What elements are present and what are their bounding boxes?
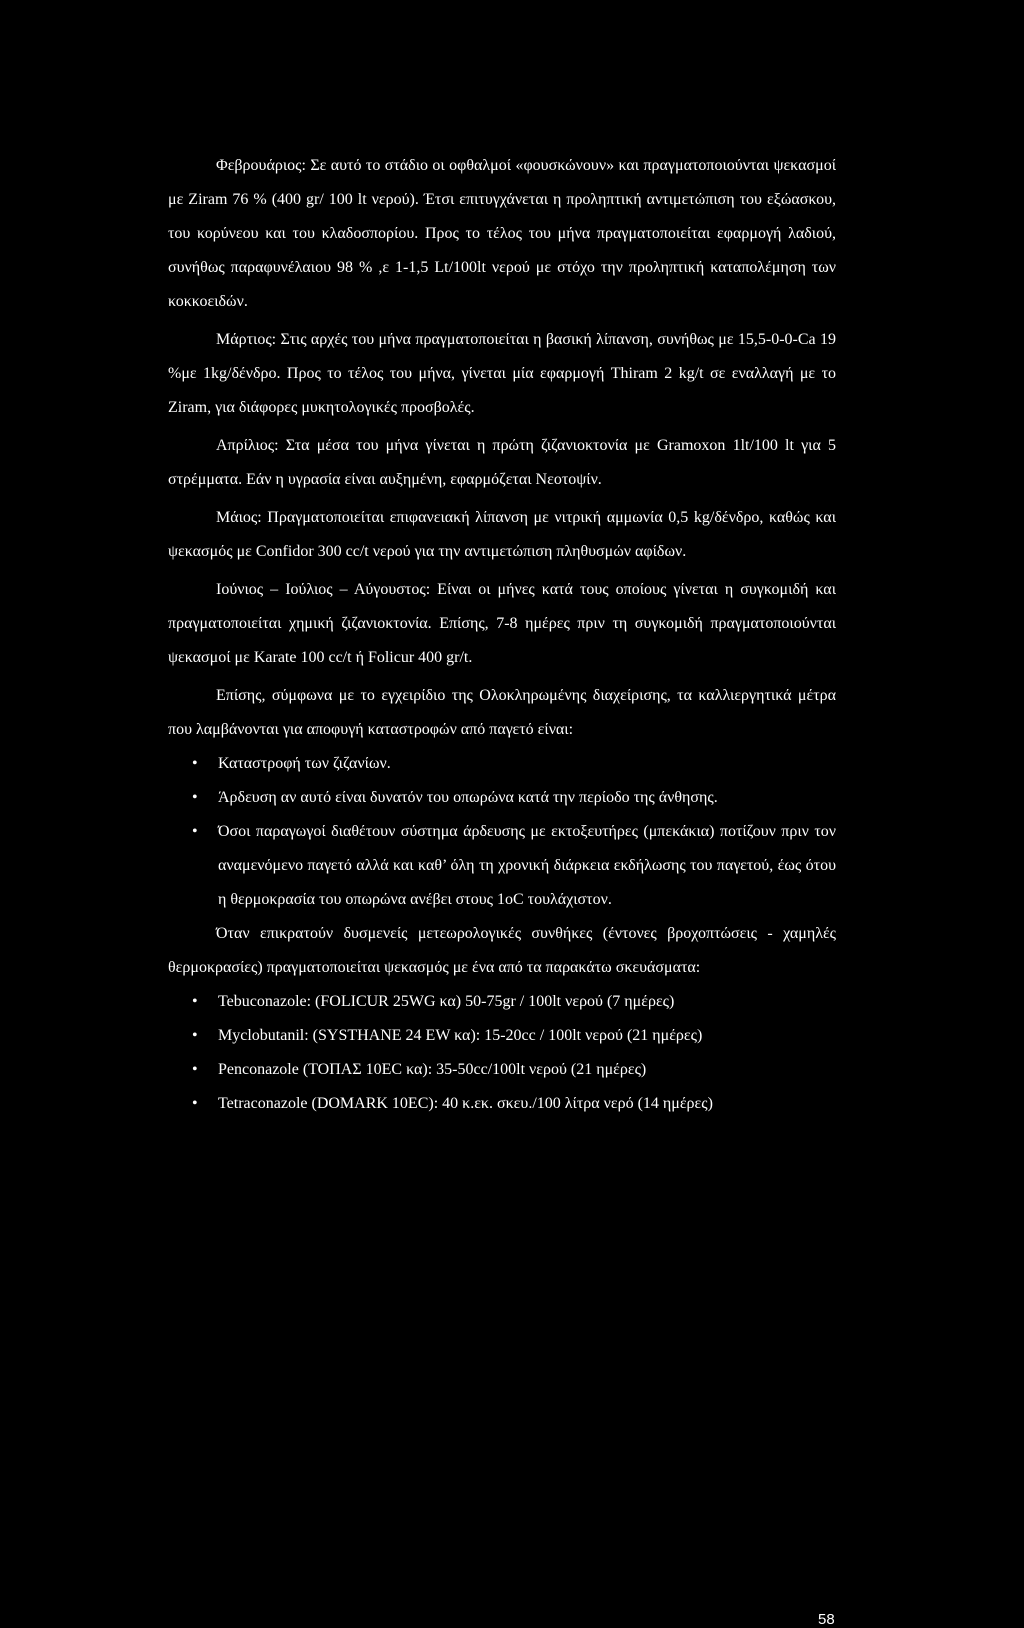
page-number: 58 bbox=[818, 1611, 835, 1628]
paragraph-summer: Ιούνιος – Ιούλιος – Αύγουστος: Είναι οι μήνες κατά τους οποίους γίνεται η συγκομιδή και πραγματοποιείται χημική ζιζανιοκτονία. Επίσης, 7-8 ημέρες πριν τη συγκομιδή πραγματοποιούνται ψεκασμοί με Karate 100 cc/t ή Folicur 400 gr/t. bbox=[168, 581, 836, 666]
preparations-list bbox=[168, 985, 836, 1121]
list-item bbox=[168, 1019, 836, 1053]
list-item bbox=[168, 815, 836, 917]
bullet-icon: • bbox=[192, 1095, 198, 1112]
bullet-icon: • bbox=[192, 993, 198, 1010]
list-item bbox=[168, 747, 836, 781]
bullet-icon: • bbox=[192, 823, 198, 840]
paragraph-may: Μάιος: Πραγματοποιείται επιφανειακή λίπανση με νιτρική αμμωνία 0,5 kg/δένδρο, καθώς και ψεκασμός με Confidor 300 cc/t νερού για την αντιμετώπιση πληθυσμών αφίδων. bbox=[168, 509, 836, 560]
list-item bbox=[168, 1053, 836, 1087]
list-item-text: Penconazole (ΤΟΠΑΣ 10EC κα): 35-50cc/100lt νερού (21 ημέρες) bbox=[218, 1061, 647, 1078]
paragraph-march: Μάρτιος: Στις αρχές του μήνα πραγματοποιείται η βασική λίπανση, συνήθως με 15,5-0-0-Ca 19 %με 1kg/δένδρο. Προς το τέλος του μήνα, γίνεται μία εφαρμογή Thiram 2 kg/t σε εναλλαγή με το Ziram, για διάφορες μυκητολογικές προσβολές. bbox=[168, 331, 836, 416]
list-item bbox=[168, 985, 836, 1019]
frost-measures-list bbox=[168, 747, 836, 917]
list-item-text: Άρδευση αν αυτό είναι δυνατόν του οπωρώνα κατά την περίοδο της άνθησης. bbox=[218, 789, 718, 806]
document-body bbox=[168, 149, 836, 1121]
list-item-text: Tetraconazole (DOMARK 10EC): 40 κ.εκ. σκευ./100 λίτρα νερό (14 ημέρες) bbox=[218, 1095, 713, 1112]
paragraph-weather: Όταν επικρατούν δυσμενείς μετεωρολογικές συνθήκες (έντονες βροχοπτώσεις - χαμηλές θερμοκρασίες) πραγματοποιείται ψεκασμός με ένα από τα παρακάτω σκευάσματα: bbox=[168, 925, 836, 976]
list-item bbox=[168, 1087, 836, 1121]
list-item bbox=[168, 781, 836, 815]
list-item-text: Όσοι παραγωγοί διαθέτουν σύστημα άρδευσης με εκτοξευτήρες (μπεκάκια) ποτίζουν πριν τον αναμενόμενο παγετό αλλά και καθ’ όλη τη χρονική διάρκεια εκδήλωσης του παγετού, έως ότου η θερμοκρασία του οπωρώνα ανέβει στους 1oC τουλάχιστον. bbox=[218, 823, 836, 908]
list-item-text: Καταστροφή των ζιζανίων. bbox=[218, 755, 391, 772]
paragraph-april: Απρίλιος: Στα μέσα του μήνα γίνεται η πρώτη ζιζανιοκτονία με Gramoxon 1lt/100 lt για 5 στρέμματα. Εάν η υγρασία είναι αυξημένη, εφαρμόζεται Νεοτοψίν. bbox=[168, 437, 836, 488]
paragraph-february: Φεβρουάριος: Σε αυτό το στάδιο οι οφθαλμοί «φουσκώνουν» και πραγματοποιούνται ψεκασμοί με Ziram 76 % (400 gr/ 100 lt νερού). Έτσι επιτυγχάνεται η προληπτική αντιμετώπιση του εξώασκου, του κορύνεου και του κλαδοσπορίου. Προς το τέλος του μήνα πραγματοποιείται εφαρμογή λαδιού, συνήθως παραφυνέλαιου 98 % ,ε 1-1,5 Lt/100lt νερού με στόχο την προληπτική καταπολέμηση των κοκκοειδών. bbox=[168, 157, 836, 310]
list-item-text: Myclobutanil: (SYSTHANE 24 EW κα): 15-20cc / 100lt νερού (21 ημέρες) bbox=[218, 1027, 703, 1044]
bullet-icon: • bbox=[192, 789, 198, 806]
bullet-icon: • bbox=[192, 1061, 198, 1078]
bullet-icon: • bbox=[192, 1027, 198, 1044]
paragraph-frost-intro: Επίσης, σύμφωνα με το εγχειρίδιο της Ολοκληρωμένης διαχείρισης, τα καλλιεργητικά μέτρα που λαμβάνονται για αποφυγή καταστροφών από παγετό είναι: bbox=[168, 687, 836, 738]
bullet-icon: • bbox=[192, 755, 198, 772]
list-item-text: Tebuconazole: (FOLICUR 25WG κα) 50-75gr / 100lt νερού (7 ημέρες) bbox=[218, 993, 675, 1010]
